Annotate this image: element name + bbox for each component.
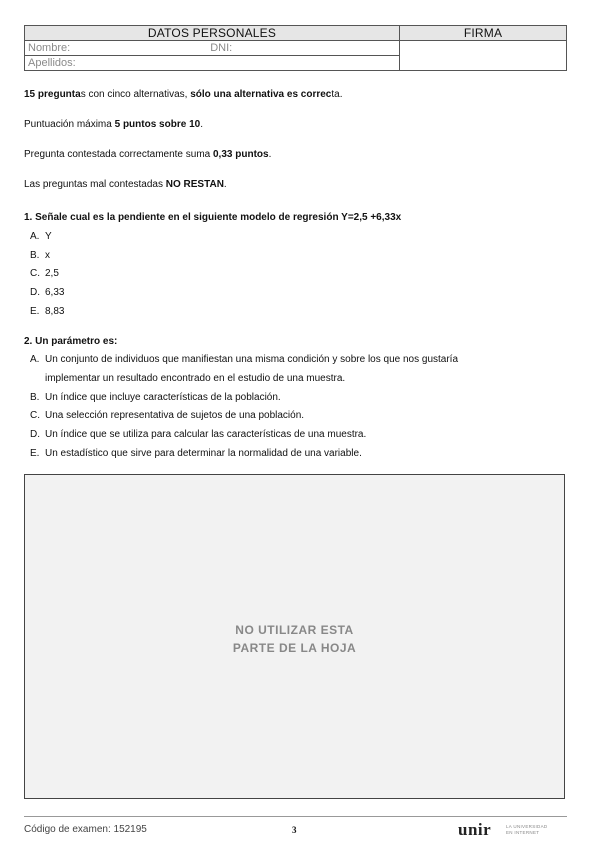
instruction-max-score: Puntuación máxima 5 puntos sobre 10. [24, 119, 203, 130]
personal-data-table [24, 25, 567, 71]
dni-label: DNI: [210, 42, 233, 54]
logo-tagline: LA UNIVERSIDAD EN INTERNET [506, 824, 548, 835]
name-field[interactable] [25, 41, 400, 56]
question-2-option-a[interactable]: A. Un conjunto de individuos que manifiestan una misma condición y sobre los que nos gustaría implementar un resultado encontrado en el estudio de una muestra. [30, 354, 459, 384]
question-1-option-b[interactable]: B. x [30, 250, 50, 261]
personal-data-heading: DATOS PERSONALES [25, 26, 400, 41]
question-1-title: 1. Señale cual es la pendiente en el siguiente modelo de regresión Y=2,5 +6,33x [24, 212, 402, 223]
exam-code: Código de examen: 152195 [24, 824, 147, 835]
question-1-option-d[interactable]: D. 6,33 [30, 287, 65, 298]
signature-heading: FIRMA [400, 26, 567, 41]
reserved-area-notice: NO UTILIZAR ESTA PARTE DE LA HOJA [232, 623, 357, 655]
unir-logo: unir [458, 820, 492, 839]
footer-divider [24, 816, 567, 817]
question-2-title: 2. Un parámetro es: [24, 336, 118, 347]
instruction-correct-points: Pregunta contestada correctamente suma 0,33 puntos. [24, 149, 272, 160]
page-number: 3 [292, 825, 297, 835]
instruction-no-penalty: Las preguntas mal contestadas NO RESTAN. [24, 179, 227, 190]
name-label: Nombre: [28, 42, 71, 54]
surname-field[interactable] [25, 56, 400, 71]
question-2-option-b[interactable]: B. Un índice que incluye características de la población. [30, 392, 281, 403]
instruction-questions: 15 preguntas con cinco alternativas, sólo una alternativa es correcta. [24, 89, 343, 100]
surname-label: Apellidos: [28, 57, 76, 69]
signature-field[interactable] [400, 41, 567, 71]
question-1-option-c[interactable]: C. 2,5 [30, 268, 59, 279]
question-1-option-e[interactable]: E. 8,83 [30, 306, 65, 317]
reserved-area [24, 474, 565, 799]
question-2-option-c[interactable]: C. Una selección representativa de sujetos de una población. [30, 410, 305, 421]
question-2-option-e[interactable]: E. Un estadístico que sirve para determinar la normalidad de una variable. [30, 448, 362, 459]
question-1-option-a[interactable]: A. Y [30, 231, 52, 242]
question-2-option-d[interactable]: D. Un índice que se utiliza para calcular las características de una muestra. [30, 429, 367, 440]
